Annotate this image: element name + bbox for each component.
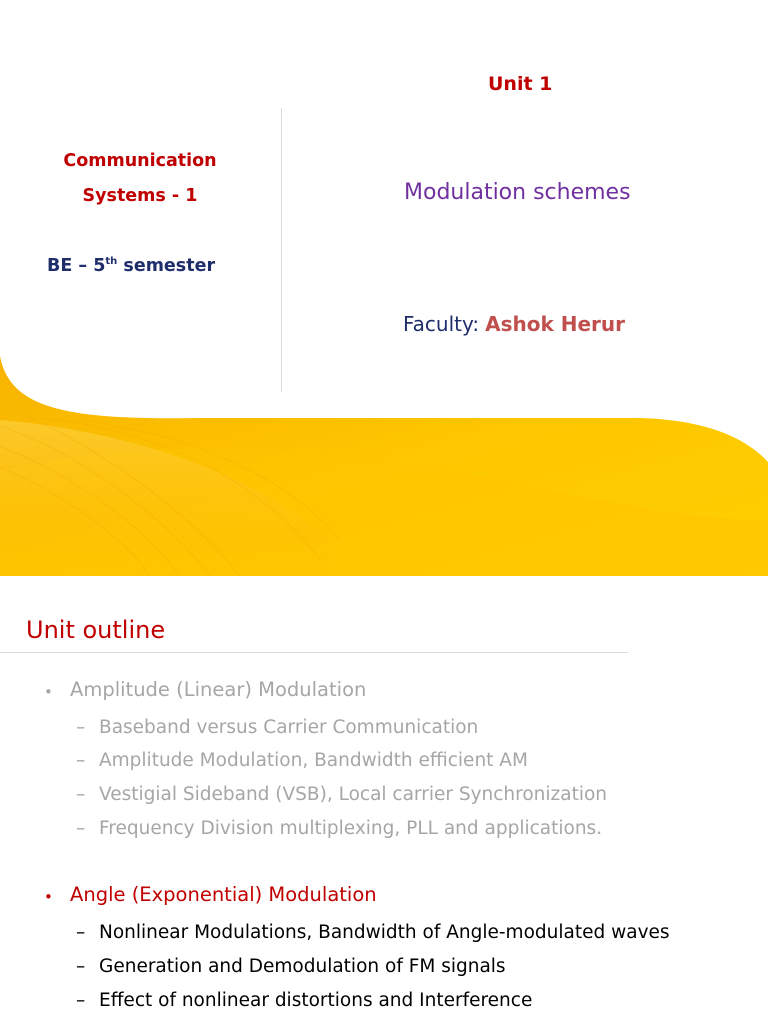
list-item-text: Amplitude Modulation, Bandwidth efficient AM	[99, 750, 528, 771]
list-item-text: Nonlinear Modulations, Bandwidth of Angle-modulated waves	[99, 922, 670, 943]
dash-icon: –	[76, 922, 86, 943]
bullet-icon: •	[44, 683, 53, 701]
list-item-text: Baseband versus Carrier Communication	[99, 717, 479, 738]
unit-label: Unit 1	[488, 73, 553, 95]
dash-icon: –	[76, 956, 86, 977]
vertical-divider	[281, 108, 282, 392]
dash-icon: –	[76, 717, 86, 738]
dash-icon: –	[76, 784, 86, 805]
dash-icon: –	[76, 990, 86, 1011]
semester-label	[47, 256, 215, 276]
dash-icon: –	[76, 818, 86, 839]
outline-title: Unit outline	[26, 616, 166, 644]
dash-icon: –	[76, 750, 86, 771]
faculty-line	[403, 312, 625, 336]
course-name-line1: Communication	[63, 151, 217, 171]
list-item-text: Frequency Division multiplexing, PLL and applications.	[99, 818, 603, 839]
list-item-text: Vestigial Sideband (VSB), Local carrier Synchronization	[99, 784, 608, 805]
presentation-title: Modulation schemes	[404, 180, 631, 205]
title-underline	[0, 652, 628, 653]
list-item-text: Effect of nonlinear distortions and Interference	[99, 990, 533, 1011]
course-name-line2: Systems - 1	[82, 186, 198, 206]
semester-suffix: semester	[117, 256, 216, 276]
bullet-icon: •	[44, 888, 53, 906]
faculty-name: Ashok Herur	[485, 312, 626, 336]
list-item-text: Generation and Demodulation of FM signals	[99, 956, 506, 977]
semester-prefix: BE – 5	[47, 256, 106, 276]
faculty-label: Faculty:	[403, 312, 480, 336]
section-heading: Angle (Exponential) Modulation	[70, 883, 377, 906]
semester-superscript: th	[105, 256, 118, 267]
section-heading: Amplitude (Linear) Modulation	[70, 678, 367, 701]
